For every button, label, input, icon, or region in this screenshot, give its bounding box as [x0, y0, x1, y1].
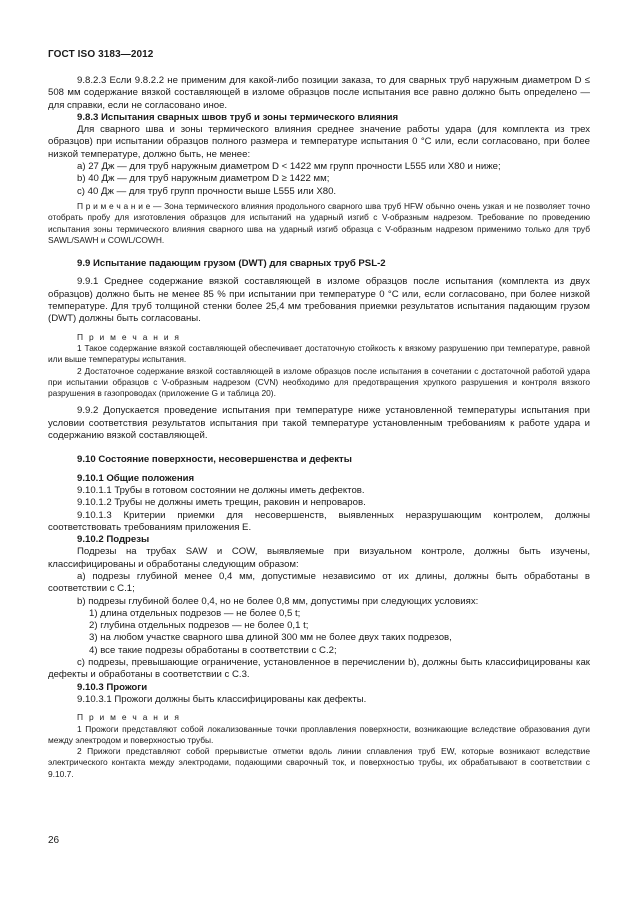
note-1: 1 Такое содержание вязкой составляющей обеспечивает достаточную стойкость к вязкому разрушению при температуре, равной или выше температуры испытания.	[48, 342, 590, 365]
sublist-item: 4) все такие подрезы обработаны в соответствии с С.2;	[89, 644, 337, 656]
clause-9-10-1-1: 9.10.1.1 Трубы в готовом состоянии не должны иметь дефектов.	[77, 484, 365, 496]
list-item: b) 40 Дж — для труб наружным диаметром D ≥ 1422 мм;	[77, 173, 330, 185]
clause-9-10-1-2: 9.10.1.2 Трубы не должны иметь трещин, раковин и непроваров.	[77, 497, 366, 509]
list-item-c: c) подрезы, превышающие ограничение, установленное в перечислении b), должны быть классифицированы как дефекты и обработаны в соответствии с С.3.	[48, 657, 590, 681]
clause-9-8-3-text: Для сварного шва и зоны термического влияния среднее значение работы удара (для комплекта из трех образцов) при испытании образцов полного размера и температуре испытания 0 °С или, если согласовано, при более низкой температуре, должно быть, не менее:	[48, 124, 590, 160]
sublist-item: 3) на любом участке сварного шва длиной 300 мм не более двух таких подрезов,	[89, 632, 452, 644]
list-item: a) 27 Дж — для труб наружным диаметром D < 1422 мм групп прочности L555 или X80 и ниже;	[77, 161, 501, 173]
list-item-b: b) подрезы глубиной более 0,4, но не более 0,8 мм, допустимы при следующих условиях:	[77, 595, 479, 607]
sublist-item: 1) длина отдельных подрезов — не более 0,5 t;	[89, 607, 301, 619]
document-page	[48, 0, 590, 913]
heading-9-10-3: 9.10.3 Прожоги	[77, 681, 148, 693]
page-number: 26	[48, 835, 60, 846]
heading-9-10-2: 9.10.2 Подрезы	[77, 534, 150, 546]
heading-9-10: 9.10 Состояние поверхности, несовершенства и дефекты	[77, 454, 352, 466]
clause-9-9-1: 9.9.1 Среднее содержание вязкой составляющей в изломе образцов после испытания (комплекта из двух образцов) должно быть не менее 85 % при испытании при температуре 0 °С или, если согласовано, при более низкой температуре. Для труб толщиной стенки более 25,4 мм требования приемки результатов испытания падающим грузом (DWT) должны быть согласованы.	[48, 276, 590, 325]
note-1: 1 Прожоги представляют собой локализованные точки проплавления поверхности, возникающие вследствие образования дуги между электродом и поверхностью трубы.	[48, 723, 590, 745]
heading-9-10-1: 9.10.1 Общие положения	[77, 472, 195, 484]
note-2: 2 Достаточное содержание вязкой составляющей в изломе образцов после испытания в сочетании с достаточной работой удара при испытании образцов с V-образным надрезом (CVN) необходимо для предотвращения хрупкого разрушения и контроля вязкого разрушения в газопроводах (приложение G и таблица 20).	[48, 365, 590, 399]
document-body	[48, 75, 590, 780]
heading-9-8-3: 9.8.3 Испытания сварных швов труб и зоны термического влияния	[77, 111, 399, 123]
clause-9-10-2-text: Подрезы на трубах SAW и COW, выявляемые при визуальном контроле, должны быть изучены, классифицированы и обработаны следующим образом:	[48, 546, 590, 570]
clause-9-10-3-1: 9.10.3.1 Прожоги должны быть классифицированы как дефекты.	[77, 693, 367, 705]
list-item: c) 40 Дж — для труб групп прочности выше L555 или X80.	[77, 185, 337, 197]
document-header: ГОСТ ISO 3183—2012	[48, 49, 154, 60]
sublist-item: 2) глубина отдельных подрезов — не более 0,1 t;	[89, 620, 309, 632]
clause-9-9-2: 9.9.2 Допускается проведение испытания при температуре ниже установленной температуры испытания при условии соответствия результатов испытания при такой температуре установленным требованиям к работе удара и содержанию вязкой составляющей.	[48, 405, 590, 442]
clause-9-8-2-3: 9.8.2.3 Если 9.8.2.2 не применим для какой-либо позиции заказа, то для сварных труб наружным диаметром D ≤ 508 мм содержание вязкой составляющей в изломе образцов после испытания все равно должно быть определено — для справки, если не согласовано иное.	[48, 75, 590, 111]
list-item-a: a) подрезы глубиной менее 0,4 мм, допустимые независимо от их длины, должны быть обработаны в соответствии с С.1;	[48, 570, 590, 595]
note-9-8-3: П р и м е ч а н и е — Зона термического влияния продольного сварного шва труб HFW обычно очень узкая и не позволяет точно отобрать пробу для изготовления образцов для испытаний на ударный изгиб с V-образным надрезом. Требование по проведению испытания зоны термического влияния сварного шва на ударный изгиб образца с V-образным надрезом применимо только для труб SAWL/SAWH и COWL/COWH.	[48, 200, 590, 245]
note-2: 2 Прижоги представляют собой прерывистые отметки вдоль линии сплавления труб EW, которые возникают вследствие электрического контакта между электродами, подающими сварочный ток, и поверхностью трубы, их обрабатывают в соответствии с 9.10.7.	[48, 746, 590, 779]
clause-9-10-1-3: 9.10.1.3 Критерии приемки для несовершенств, выявленных неразрушающим контролем, должны соответствовать требованиям приложения Е.	[48, 509, 590, 533]
notes-title: П р и м е ч а н и я	[77, 331, 181, 342]
heading-9-9: 9.9 Испытание падающим грузом (DWT) для сварных труб PSL-2	[77, 258, 386, 270]
notes-title: П р и м е ч а н и я	[77, 712, 181, 723]
